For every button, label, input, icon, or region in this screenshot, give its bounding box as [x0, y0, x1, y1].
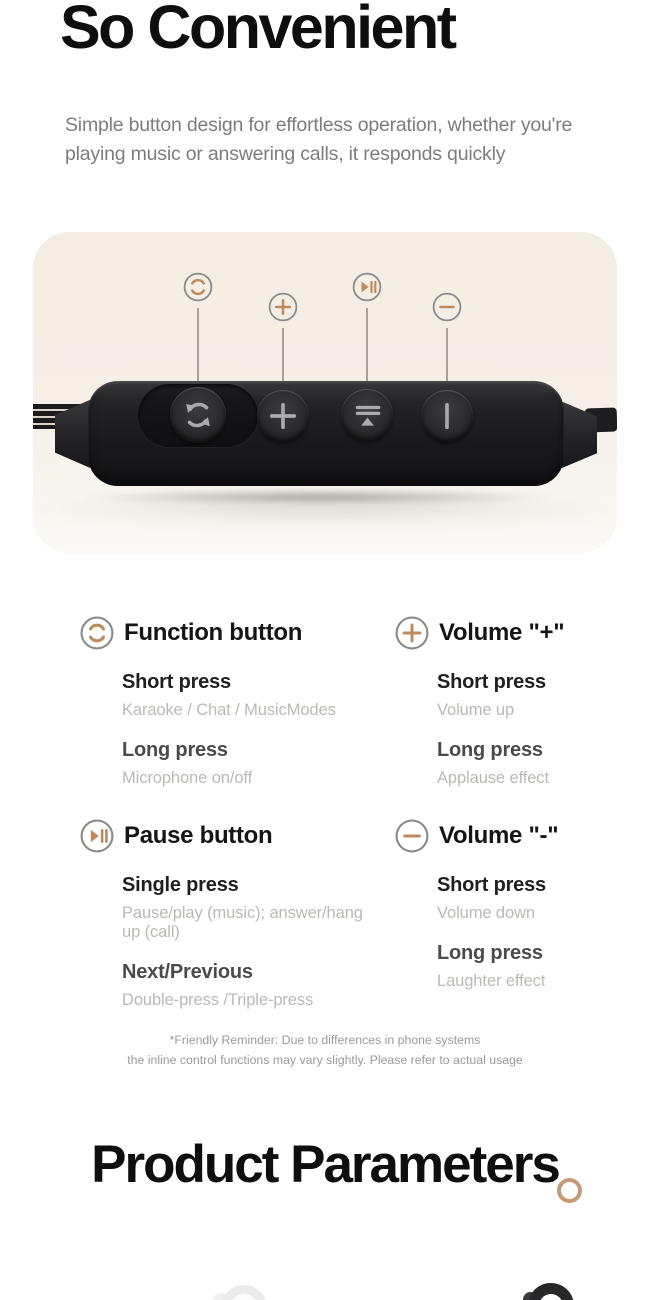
feature-item-label: Long press [437, 942, 543, 964]
feature-item-label: Short press [437, 874, 546, 896]
remote-play-pause-button [341, 389, 393, 441]
feature-volume-minus [395, 819, 645, 991]
feature-item-desc: Double-press /Triple-press [122, 991, 314, 1009]
page-title: So Convenient [60, 0, 455, 61]
volume-minus-icon [395, 819, 429, 853]
feature-item-desc: Pause/play (music); answer/hang up (call) [122, 904, 363, 941]
callout-line [197, 308, 199, 382]
black-earbud-image [523, 1278, 579, 1300]
feature-item-label: Long press [437, 739, 543, 761]
product-image-card [33, 232, 617, 553]
feature-item-label: Single press [122, 874, 239, 896]
feature-item-label: Next/Previous [122, 961, 253, 983]
feature-item-desc: Karaoke / Chat / MusicModes [122, 701, 336, 719]
callout-line [446, 328, 448, 382]
remote-shadow [78, 489, 558, 505]
feature-item-desc: Volume up [437, 701, 515, 719]
feature-title: Function button [124, 619, 303, 646]
volume-plus-icon [395, 616, 429, 650]
feature-item-label: Short press [437, 671, 546, 693]
remote-function-button [170, 387, 226, 443]
pause-icon [80, 819, 114, 853]
feature-title: Volume "-" [439, 822, 559, 849]
volume-minus-icon [432, 292, 462, 322]
function-icon [80, 616, 114, 650]
callout-line [282, 328, 284, 382]
feature-title: Volume "+" [439, 619, 565, 646]
feature-function-button [80, 616, 385, 788]
feature-volume-plus [395, 616, 645, 788]
feature-item-desc: Applause effect [437, 769, 549, 787]
feature-item-label: Short press [122, 671, 231, 693]
white-earbud-image [221, 1285, 267, 1300]
section-title: Product Parameters [91, 1135, 559, 1194]
feature-pause-button [80, 819, 385, 1010]
reminder-line-1: *Friendly Reminder: Due to differences in phone systems [169, 1033, 481, 1047]
remote-volume-minus-button [421, 390, 473, 442]
feature-item-label: Long press [122, 739, 228, 761]
feature-item-desc: Microphone on/off [122, 769, 253, 787]
reminder-line-2: the inline control functions may vary slightly. Please refer to actual usage [127, 1053, 523, 1068]
function-loop-icon [183, 272, 213, 302]
feature-item-desc: Volume down [437, 904, 535, 922]
friendly-reminder [0, 1030, 650, 1071]
feature-item-desc: Laughter effect [437, 972, 546, 990]
feature-title: Pause button [124, 822, 273, 849]
volume-plus-icon [268, 292, 298, 322]
remote-volume-plus-button [257, 390, 309, 442]
play-pause-icon [352, 272, 382, 302]
callout-line [366, 308, 368, 382]
page-subtitle: Simple button design for effortless operation, whether you're playing music or answering calls, it responds quickly [65, 114, 573, 166]
